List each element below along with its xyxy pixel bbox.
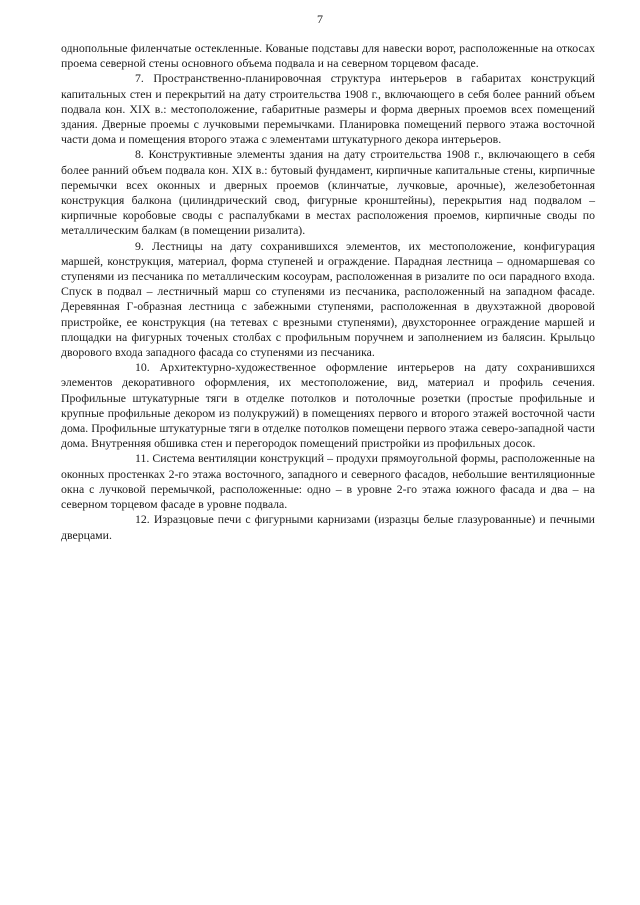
page-number: 7 — [317, 12, 323, 26]
paragraph-number: 9. — [135, 238, 144, 253]
paragraph-text: Система вентиляции конструкций – продухи прямоугольной формы, расположенные на оконных простенках 2-го этажа восточного, западного и северного фасадов, небольшие вентиляционные окна с лучковой перемычкой, расположенные: одно – в уровне 2-го этажа южного фасада и два – на северном торцевом фасаде в уровне подвала. — [61, 451, 596, 512]
paragraph-number: 8. — [135, 147, 144, 162]
paragraph-10 — [61, 360, 595, 451]
paragraph-text: Конструктивные элементы здания на дату строительства 1908 г., включающего в себя более ранний объем подвала кон. XIX в.: бутовый фундамент, кирпичные капитальные стены, кирпичные перемычки всех оконных и дверных проемов (клинчатые, лучковые, арочные), железобетонная конструкция балкона (цилиндрический свод, фигурные кронштейны), перекрытия над подвалом – кирпичные коробовые своды с распалубками в местах расположения проемов, кирпичные своды по металлическим балкам (в помещении ризалита). — [61, 147, 596, 238]
paragraph-text: Пространственно-планировочная структура интерьеров в габаритах конструкций капитальных стен и перекрытий на дату строительства 1908 г., включающего в себя более ранний объем подвала кон. XIX в.: местоположение, габаритные размеры и форма дверных проемов всех помещений здания. Дверные проемы с лучковыми перемычками. Планировка помещений первого этажа восточной части дома и помещения второго этажа с элементами штукатурного декора интерьеров. — [61, 71, 595, 147]
paragraph-text: однопольные филенчатые остекленные. Кованые подставы для навески ворот, расположенные на откосах проема северной стены основного объема подвала и на северном торцевом фасаде. — [61, 41, 595, 71]
paragraph-11 — [61, 451, 595, 512]
paragraph-number: 10. — [135, 360, 150, 375]
paragraph-9 — [61, 239, 595, 361]
paragraph-text: Изразцовые печи с фигурными карнизами (изразцы белые глазурованные) и печными дверцами. — [61, 512, 595, 542]
paragraph-7 — [61, 71, 595, 147]
paragraph-number: 11. — [135, 451, 150, 466]
paragraph-text: Архитектурно-художественное оформление интерьеров на дату сохранившихся элементов декоративного оформления, их местоположение, вид, материал и профиль сечения. Профильные штукатурные тяги в отделке потолков и потолочные розетки (простые профильные и крупные профильные декором из полукружий) в помещениях первого и второго этажей восточной части дома. Профильные штукатурные тяги в отделке потолков помещени первого этажа северо-западной части дома. Внутренняя обшивка стен и перегородок помещений пристройки из профильных досок. — [61, 360, 595, 451]
paragraph-12 — [61, 512, 595, 542]
paragraph-number: 12. — [135, 512, 150, 527]
paragraph-text: Лестницы на дату сохранившихся элементов, их местоположение, конфигурация маршей, конструкция, материал, форма ступеней и ограждение. Парадная лестница – одномаршевая со ступенями из песчаника по металлическим косоурам, расположенная в ризалите по оси парадного входа. Спуск в подвал – лестничный марш со ступенями из песчаника, расположенный на западном фасаде. Деревянная Г-образная лестница с забежными ступенями, расположенная в двухэтажной дворовой пристройке, ее конструкция (на тетевах с врезными ступенями), двухстороннее ограждение маршей и площадки на фигурных точеных столбах с профильным поручнем и заполнением из балясин. Крыльцо дворового входа западного фасада со ступенями из песчаника. — [61, 238, 596, 360]
paragraph-number: 7. — [135, 71, 144, 86]
document-body — [61, 41, 595, 543]
paragraph-8 — [61, 147, 595, 238]
paragraph-continuation — [61, 41, 595, 71]
